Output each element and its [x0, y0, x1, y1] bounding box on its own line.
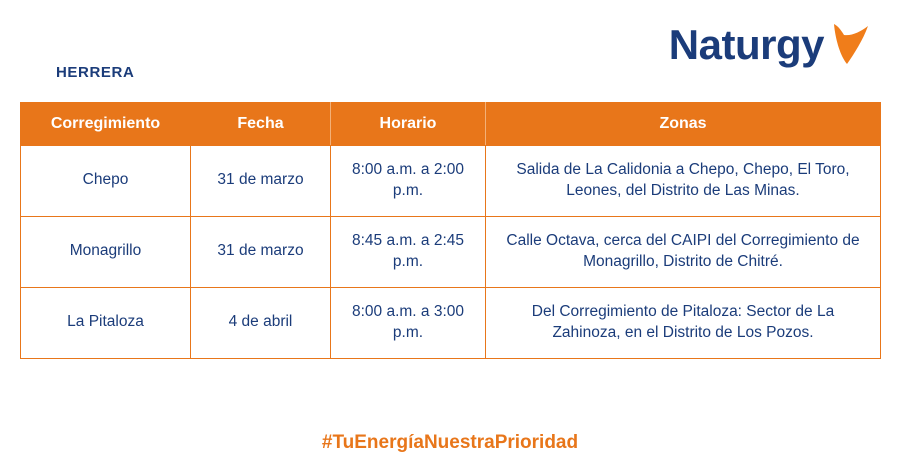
cell-corregimiento: Monagrillo [21, 216, 191, 287]
cell-horario: 8:00 a.m. a 3:00 p.m. [331, 287, 486, 358]
table-header-row [21, 103, 881, 146]
cell-zonas: Salida de La Calidonia a Chepo, Chepo, El Toro, Leones, del Distrito de Las Minas. [486, 146, 881, 217]
table-row [21, 287, 881, 358]
schedule-table [20, 102, 881, 359]
cell-corregimiento: La Pitaloza [21, 287, 191, 358]
column-header-fecha: Fecha [191, 103, 331, 146]
cell-zonas: Del Corregimiento de Pitaloza: Sector de La Zahinoza, en el Distrito de Los Pozos. [486, 287, 881, 358]
brand-name: Naturgy [668, 21, 824, 68]
cell-horario: 8:00 a.m. a 2:00 p.m. [331, 146, 486, 217]
cell-horario: 8:45 a.m. a 2:45 p.m. [331, 216, 486, 287]
region-title: HERRERA [56, 64, 135, 81]
column-header-corregimiento: Corregimiento [21, 103, 191, 146]
cell-fecha: 31 de marzo [191, 146, 331, 217]
column-header-horario: Horario [331, 103, 486, 146]
schedule-table-wrapper [20, 102, 880, 359]
table-row [21, 146, 881, 217]
cell-corregimiento: Chepo [21, 146, 191, 217]
cell-zonas: Calle Octava, cerca del CAIPI del Corregimiento de Monagrillo, Distrito de Chitré. [486, 216, 881, 287]
cell-fecha: 31 de marzo [191, 216, 331, 287]
naturgy-flame-icon [830, 20, 872, 70]
cell-fecha: 4 de abril [191, 287, 331, 358]
column-header-zonas: Zonas [486, 103, 881, 146]
brand-logo [669, 20, 872, 70]
table-row [21, 216, 881, 287]
campaign-hashtag: #TuEnergíaNuestraPrioridad [321, 432, 579, 453]
